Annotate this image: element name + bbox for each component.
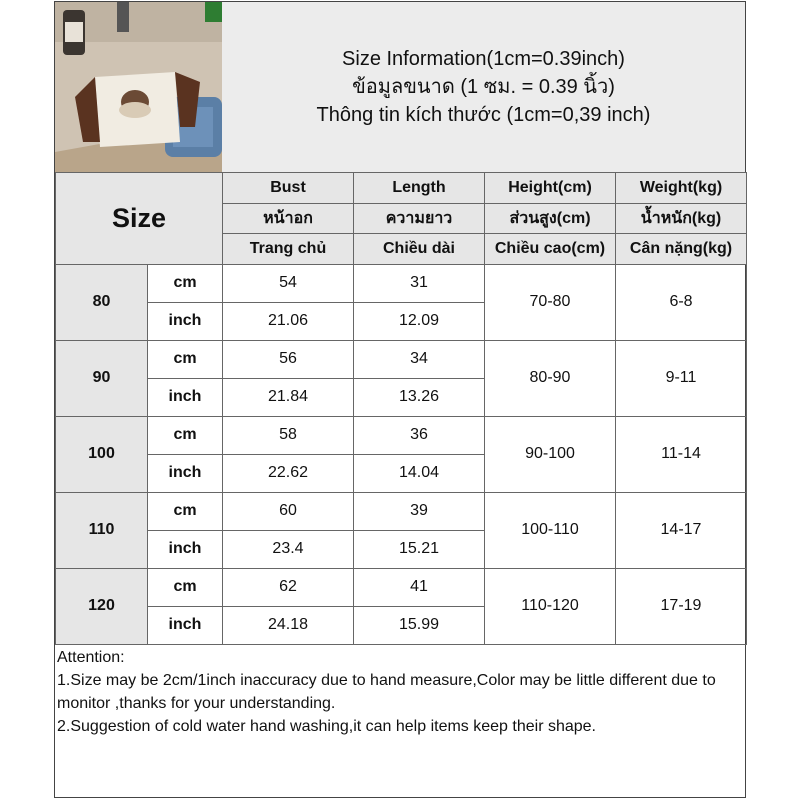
product-photo: [55, 2, 223, 173]
header-line-english: Size Information(1cm=0.39inch): [342, 48, 625, 70]
product-photo-art: [55, 2, 222, 172]
unit-inch: inch: [148, 454, 223, 492]
unit-inch: inch: [148, 530, 223, 568]
col-height-th: ส่วนสูง(cm): [485, 203, 616, 234]
bust-cm: 60: [223, 492, 354, 530]
unit-cm: cm: [148, 416, 223, 454]
height-range: 80-90: [485, 340, 616, 416]
attention-title: Attention:: [57, 649, 125, 666]
col-length-en: Length: [354, 173, 485, 204]
weight-range: 6-8: [616, 264, 747, 340]
length-inch: 13.26: [354, 378, 485, 416]
col-weight-en: Weight(kg): [616, 173, 747, 204]
col-bust-th: หน้าอก: [223, 203, 354, 234]
length-cm: 36: [354, 416, 485, 454]
bust-inch: 24.18: [223, 606, 354, 644]
col-length-vi: Chiều dài: [354, 234, 485, 265]
size-header: Size: [56, 173, 223, 265]
unit-cm: cm: [148, 568, 223, 606]
size-cell: 80: [56, 264, 148, 340]
length-inch: 12.09: [354, 302, 485, 340]
size-information-header: [222, 2, 745, 173]
length-cm: 41: [354, 568, 485, 606]
size-cell: 110: [56, 492, 148, 568]
bust-cm: 56: [223, 340, 354, 378]
bust-inch: 23.4: [223, 530, 354, 568]
length-inch: 14.04: [354, 454, 485, 492]
col-height-vi: Chiều cao(cm): [485, 234, 616, 265]
weight-range: 17-19: [616, 568, 747, 644]
unit-cm: cm: [148, 340, 223, 378]
height-range: 100-110: [485, 492, 616, 568]
col-weight-vi: Cân nặng(kg): [616, 234, 747, 265]
col-height-en: Height(cm): [485, 173, 616, 204]
bust-inch: 22.62: [223, 454, 354, 492]
col-length-th: ความยาว: [354, 203, 485, 234]
bust-inch: 21.06: [223, 302, 354, 340]
attention-note-1: 1.Size may be 2cm/1inch inaccuracy due to hand measure,Color may be little different due to monitor ,thanks for your understanding.: [57, 672, 716, 712]
height-range: 90-100: [485, 416, 616, 492]
unit-cm: cm: [148, 264, 223, 302]
size-cell: 120: [56, 568, 148, 644]
height-range: 110-120: [485, 568, 616, 644]
bust-cm: 62: [223, 568, 354, 606]
height-range: 70-80: [485, 264, 616, 340]
length-cm: 31: [354, 264, 485, 302]
unit-cm: cm: [148, 492, 223, 530]
size-table: [55, 172, 747, 645]
weight-range: 14-17: [616, 492, 747, 568]
bust-cm: 54: [223, 264, 354, 302]
unit-inch: inch: [148, 378, 223, 416]
length-inch: 15.99: [354, 606, 485, 644]
attention-notes: [57, 646, 741, 738]
length-inch: 15.21: [354, 530, 485, 568]
unit-inch: inch: [148, 302, 223, 340]
header-line-thai: ข้อมูลขนาด (1 ซม. = 0.39 นิ้ว): [352, 76, 615, 98]
bust-inch: 21.84: [223, 378, 354, 416]
unit-inch: inch: [148, 606, 223, 644]
length-cm: 34: [354, 340, 485, 378]
attention-note-2: 2.Suggestion of cold water hand washing,it can help items keep their shape.: [57, 718, 596, 735]
length-cm: 39: [354, 492, 485, 530]
col-bust-vi: Trang chủ: [223, 234, 354, 265]
col-bust-en: Bust: [223, 173, 354, 204]
weight-range: 9-11: [616, 340, 747, 416]
col-weight-th: น้ำหนัก(kg): [616, 203, 747, 234]
size-cell: 100: [56, 416, 148, 492]
size-chart: [54, 1, 746, 798]
weight-range: 11-14: [616, 416, 747, 492]
header-line-vietnamese: Thông tin kích thước (1cm=0,39 inch): [316, 104, 651, 126]
size-cell: 90: [56, 340, 148, 416]
bust-cm: 58: [223, 416, 354, 454]
